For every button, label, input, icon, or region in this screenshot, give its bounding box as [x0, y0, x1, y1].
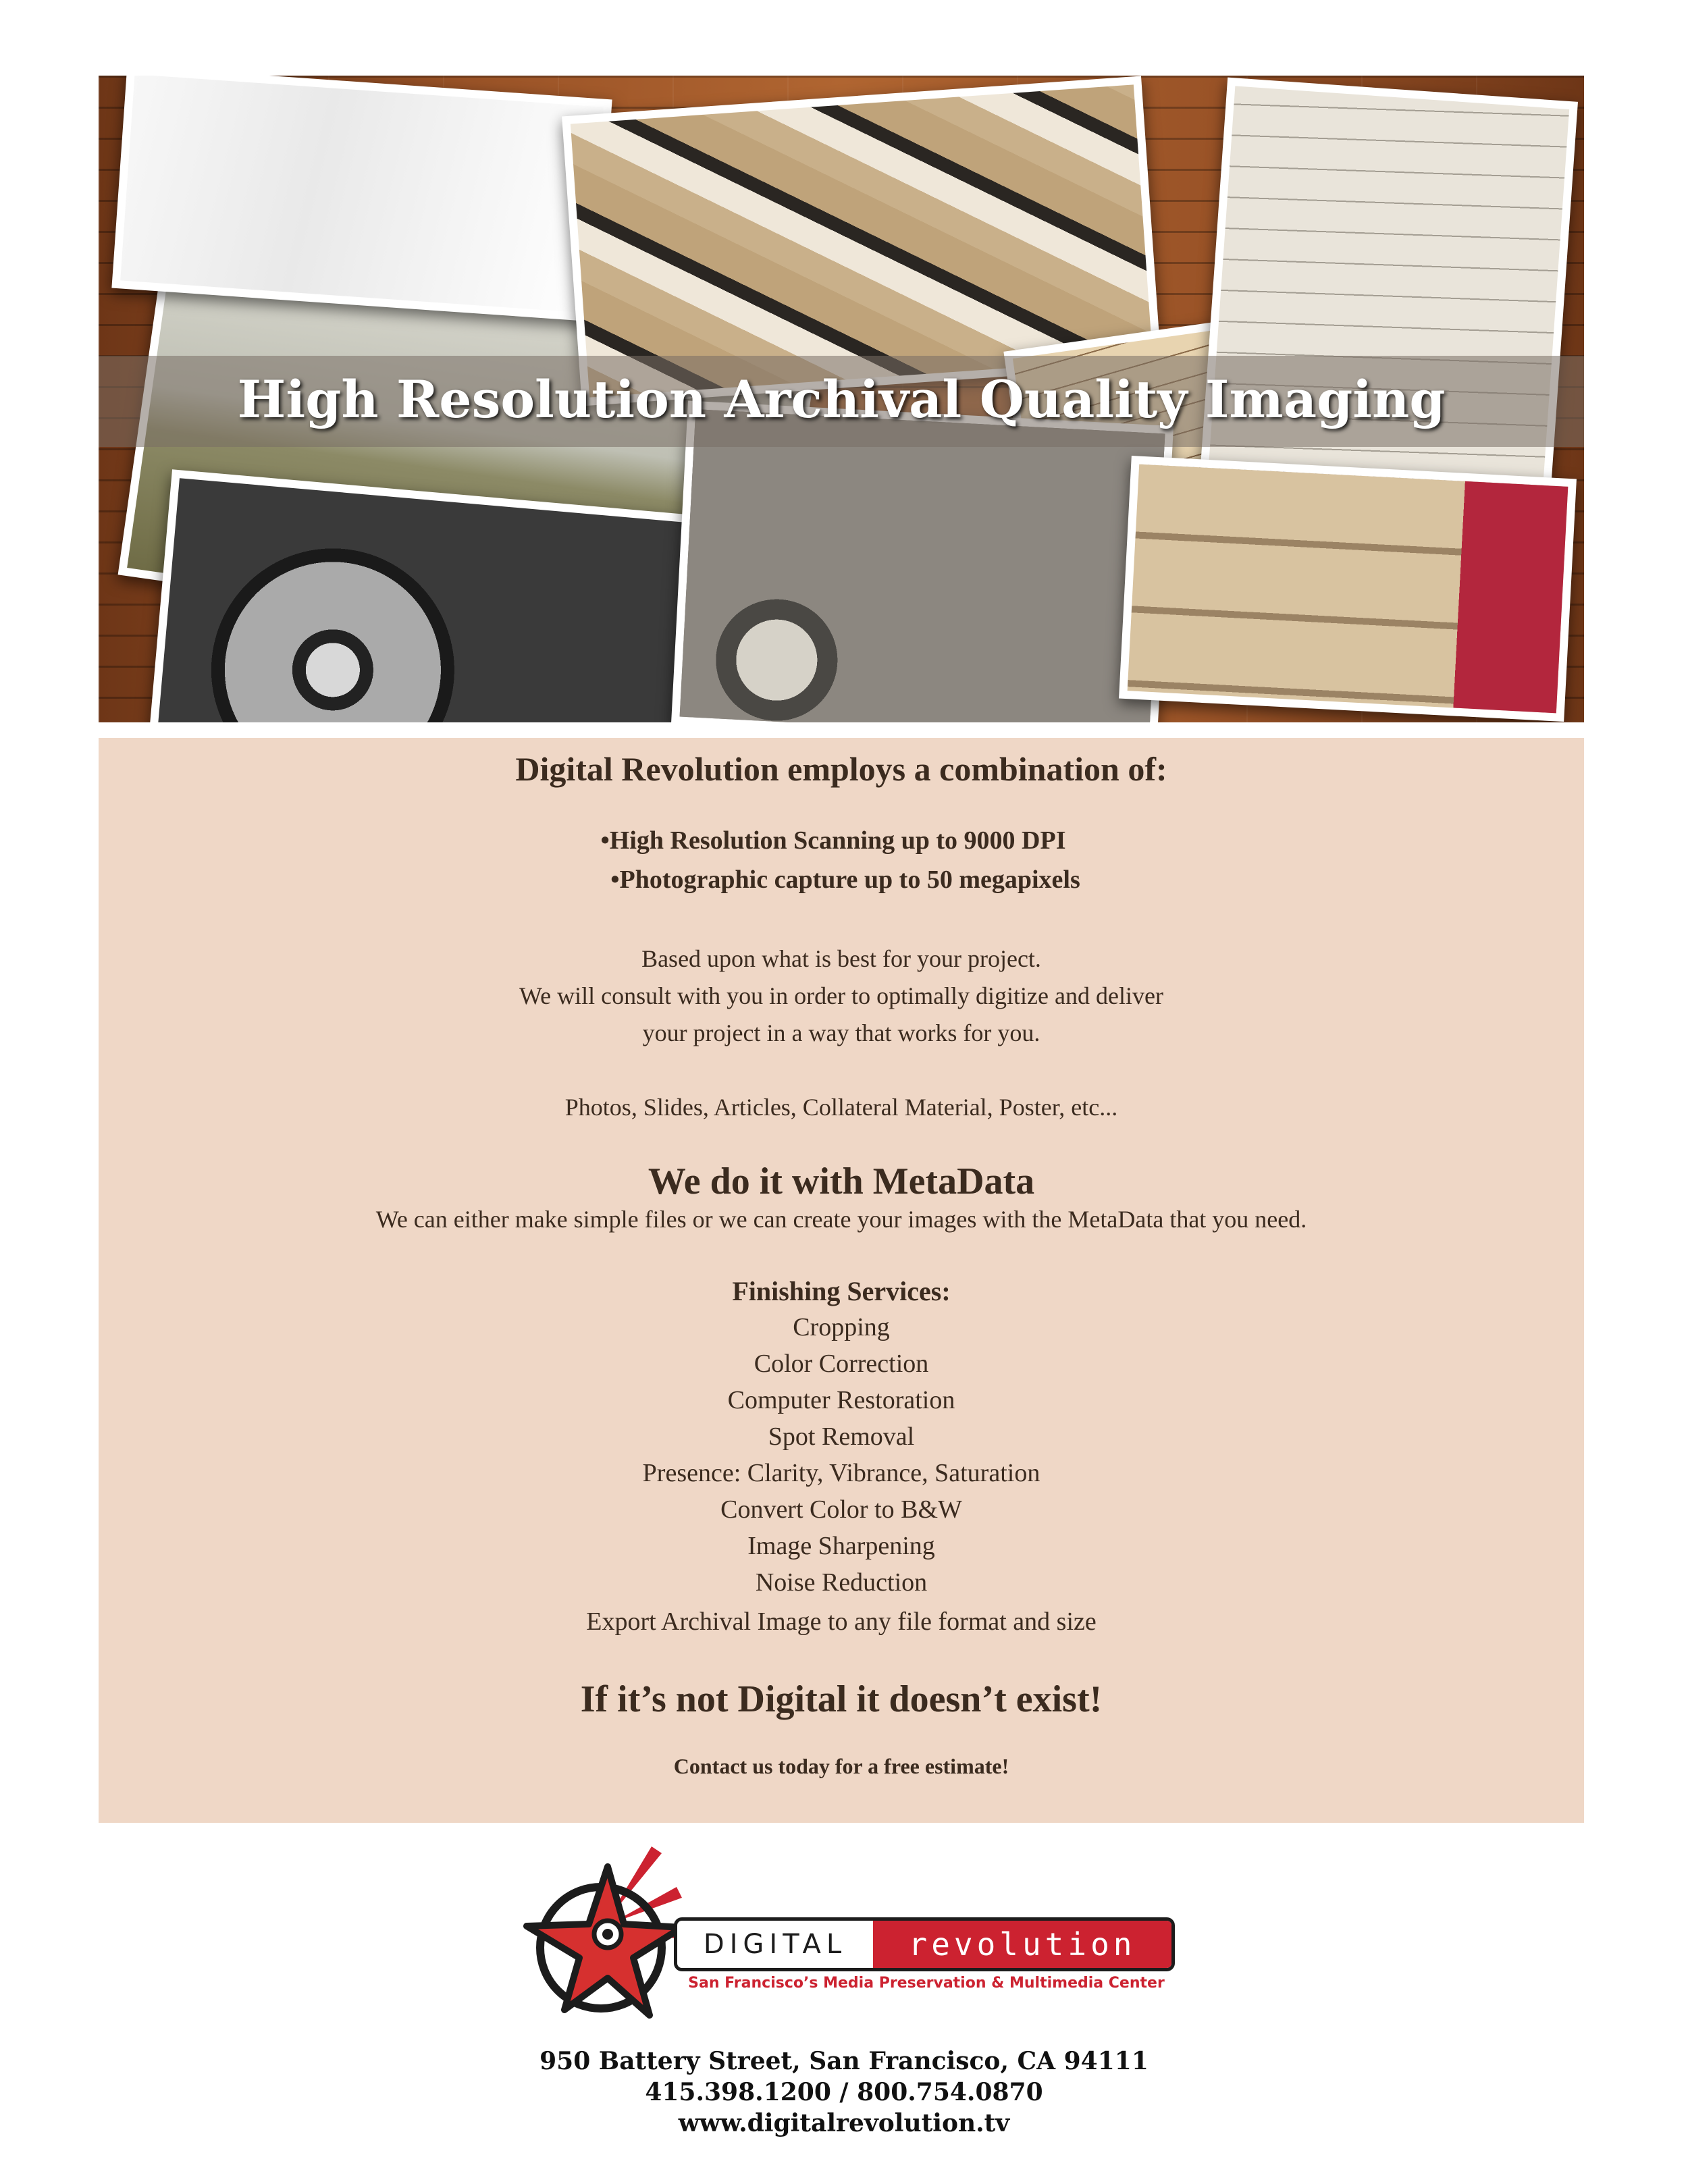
finishing-item: Noise Reduction — [755, 1568, 928, 1597]
finishing-heading: Finishing Services: — [732, 1276, 951, 1306]
finishing-item: Computer Restoration — [727, 1386, 955, 1414]
digital-revolution-logo — [500, 1833, 1188, 2022]
bullet-scanning: •High Resolution Scanning up to 9000 DPI — [600, 826, 1066, 855]
footer-phones: 415.398.1200 / 800.754.0870 — [645, 2078, 1043, 2106]
metadata-heading: We do it with MetaData — [648, 1161, 1035, 1202]
metadata-text: We can either make simple files or we can create your images with the MetaData that you need. — [375, 1206, 1307, 1233]
photo-handwritten-letter — [1198, 78, 1578, 520]
finishing-item: Cropping — [793, 1313, 890, 1341]
photo-factory-workers — [671, 400, 1173, 722]
logo-word-revolution: revolution — [873, 1921, 1171, 1968]
logo-wordmark — [674, 1917, 1175, 1971]
finishing-item: Convert Color to B&W — [720, 1495, 962, 1524]
banner-title: High Resolution Archival Quality Imaging — [237, 369, 1446, 429]
consult-line-2: We will consult with you in order to optimally digitize and deliver — [519, 982, 1163, 1009]
content-panel — [99, 738, 1584, 1823]
logo-word-digital: DIGITAL — [703, 1929, 847, 1960]
contact-cta: Contact us today for a free estimate! — [673, 1754, 1009, 1778]
star-projector-icon — [500, 1833, 689, 2022]
finishing-item: Color Correction — [754, 1350, 929, 1378]
materials-text: Photos, Slides, Articles, Collateral Material, Poster, etc... — [564, 1094, 1118, 1121]
finishing-item: Presence: Clarity, Vibrance, Saturation — [642, 1459, 1040, 1487]
photo-archive-boxes — [1119, 456, 1577, 722]
slogan: If it’s not Digital it doesn’t exist! — [580, 1678, 1103, 1720]
consult-line-3: your project in a way that works for you. — [642, 1019, 1040, 1046]
services-heading: Digital Revolution employs a combination of: — [515, 750, 1167, 788]
photo-slide-stack — [111, 76, 612, 322]
finishing-item: Export Archival Image to any file format and size — [586, 1607, 1097, 1636]
footer-website[interactable]: www.digitalrevolution.tv — [678, 2109, 1010, 2137]
logo-tagline: San Francisco’s Media Preservation & Multimedia Center — [688, 1975, 1165, 1992]
footer-address: 950 Battery Street, San Francisco, CA 94111 — [539, 2047, 1149, 2075]
consult-line-1: Based upon what is best for your project. — [641, 945, 1041, 972]
finishing-item: Spot Removal — [768, 1422, 915, 1451]
bullet-photographic: •Photographic capture up to 50 megapixels — [610, 865, 1080, 894]
hero-banner — [99, 76, 1584, 722]
finishing-item: Image Sharpening — [747, 1532, 935, 1560]
